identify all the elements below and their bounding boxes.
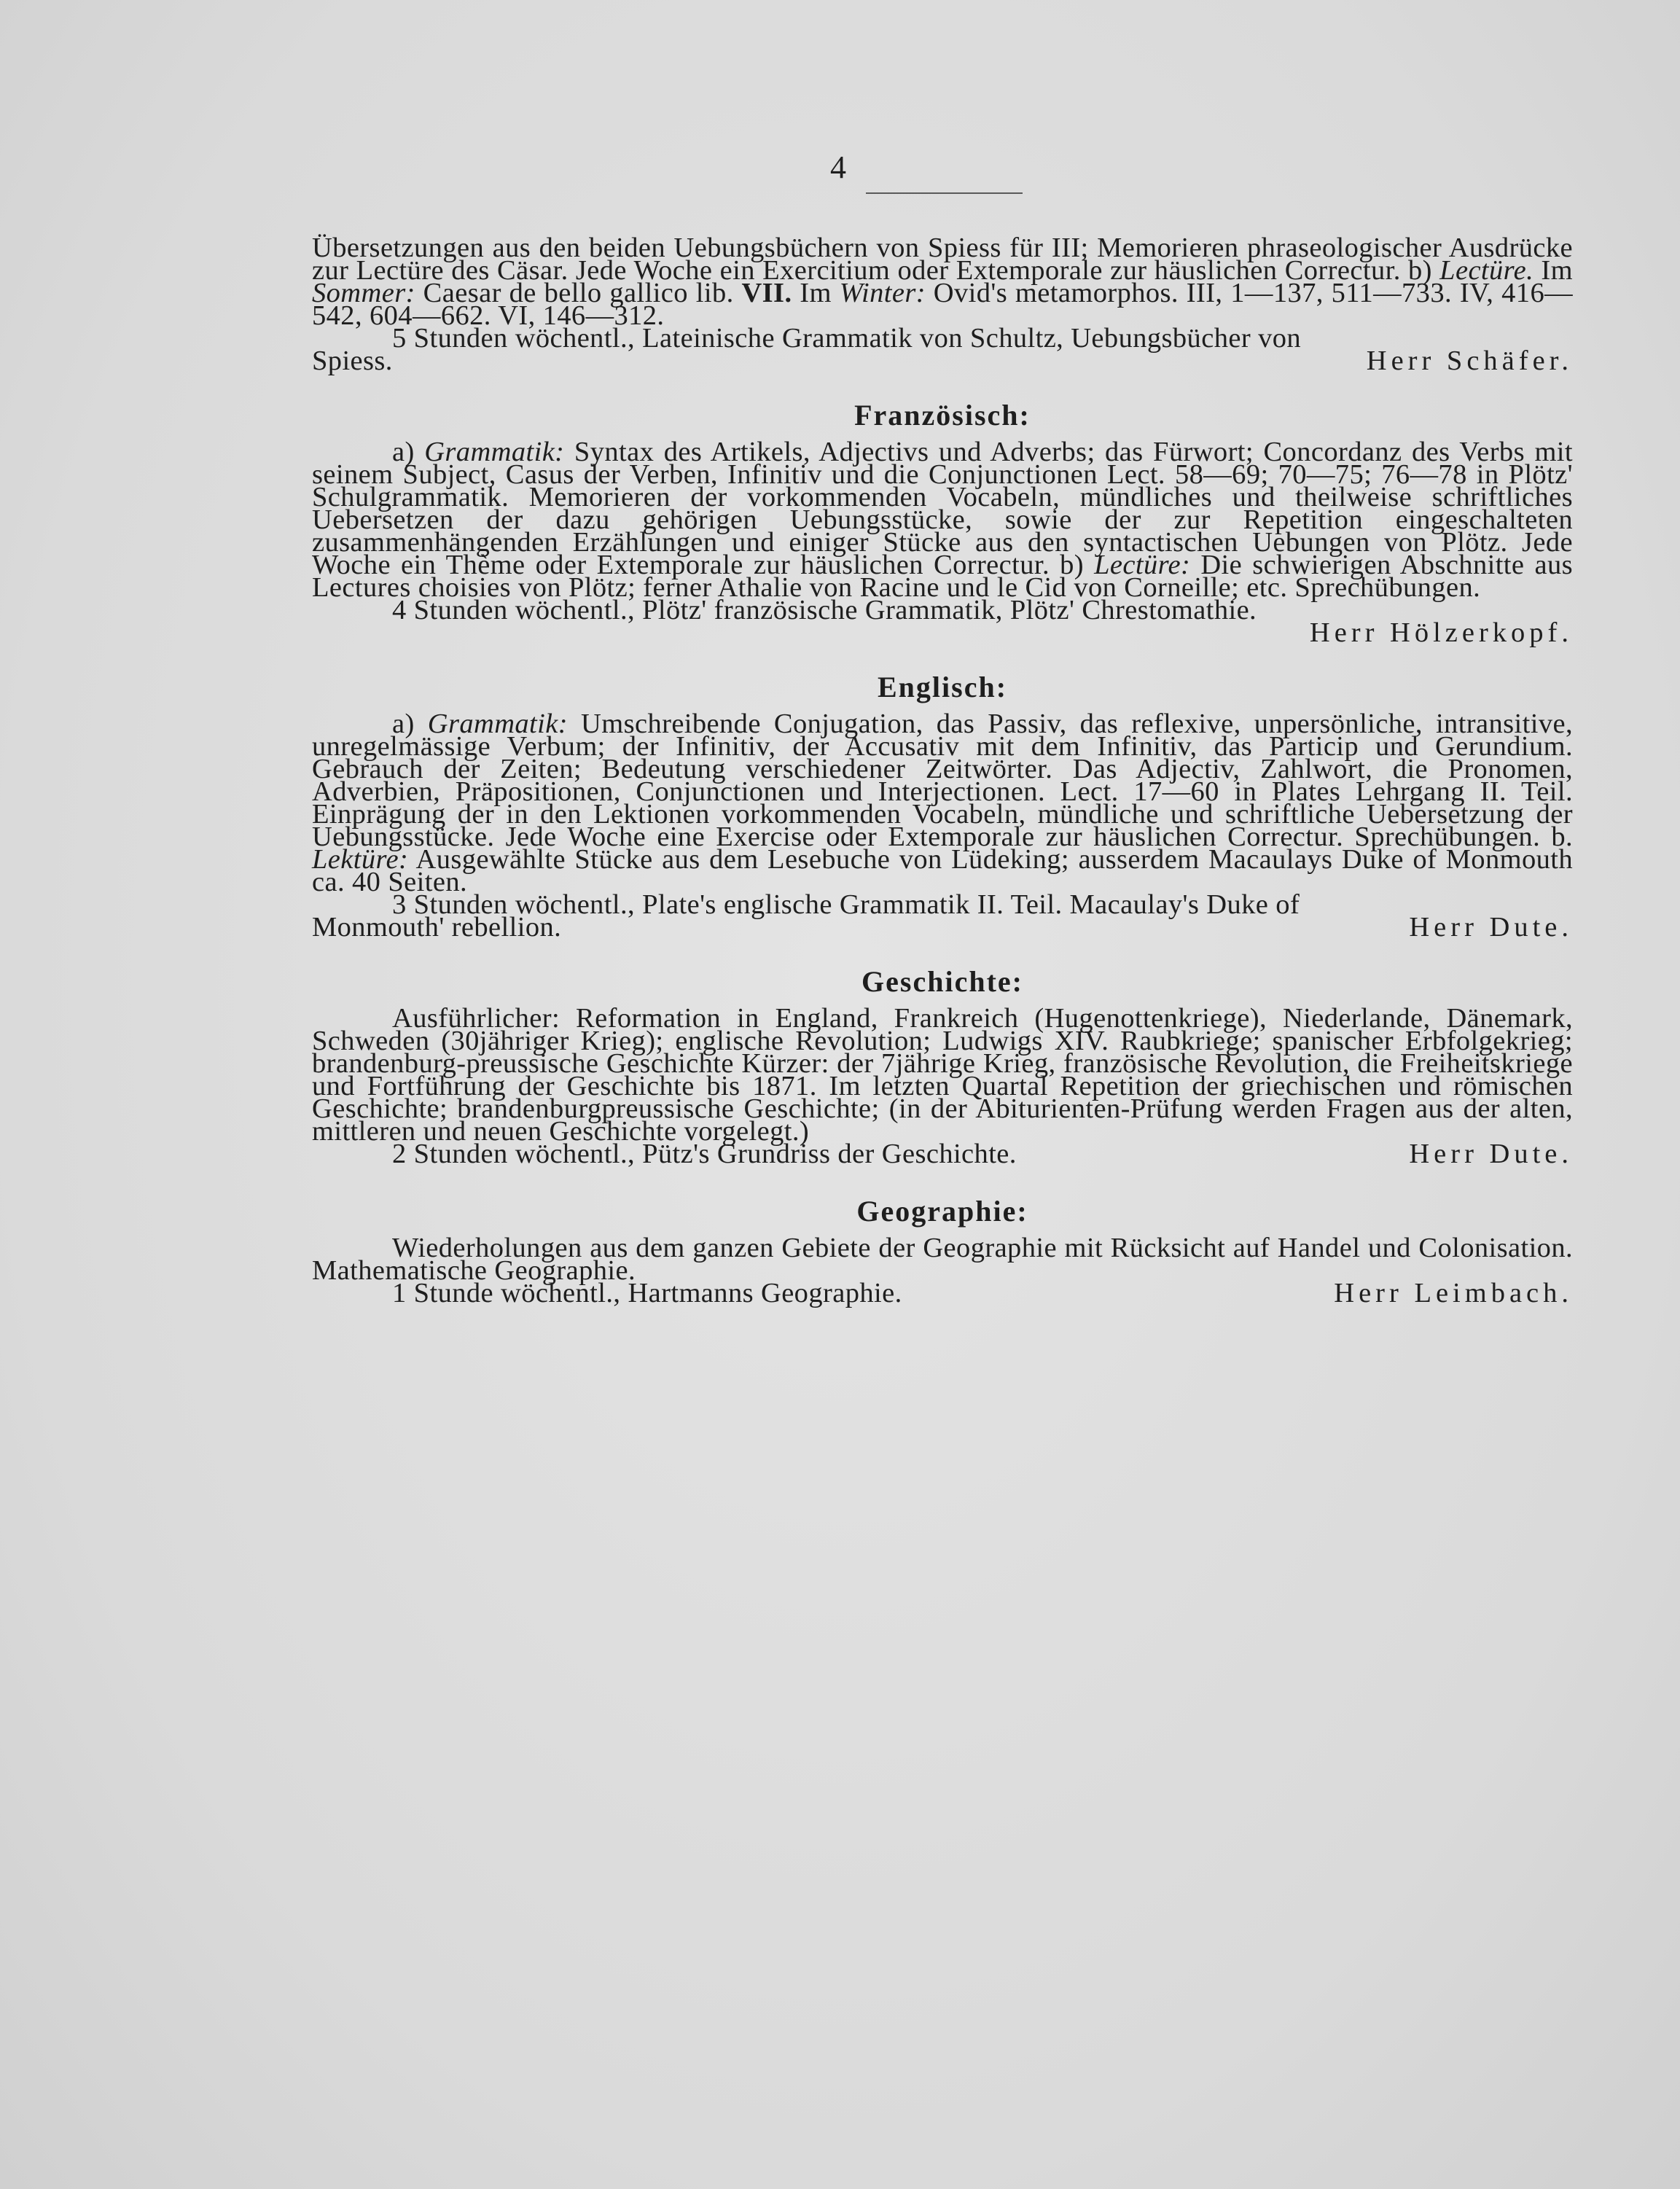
latin-text-3: Caesar de bello gallico lib.	[415, 278, 742, 308]
latin-sommer-label: Sommer:	[312, 278, 415, 308]
section-englisch	[312, 671, 1574, 943]
section-latin-continued	[312, 233, 1573, 376]
latin-text-1: Übersetzungen aus den beiden Uebungsbüchern von Spiess für III; Memorieren phraseologischer Ausdrücke zur Lectüre des Cäsar. Jede Woche ein Exercitium oder Extemporale zur häuslichen Correctur. b)	[312, 233, 1573, 286]
geographie-paragraph: Wiederholungen aus dem ganzen Gebiete der Geographie mit Rücksicht auf Handel und Colonisation. Mathematische Geographie.	[312, 1233, 1573, 1286]
latin-hours-cont: Spiess.	[312, 346, 393, 376]
geographie-hours-teacher-row	[312, 1278, 1573, 1308]
geschichte-hours: 2 Stunden wöchentl., Pütz's Grundriss der Geschichte.	[392, 1139, 1017, 1169]
latin-text-4: Im	[792, 278, 840, 308]
englisch-paragraph	[312, 709, 1574, 897]
englisch-hours-cont: Monmouth' rebellion.	[312, 912, 562, 943]
section-franzoesisch	[312, 399, 1573, 648]
geschichte-hours-teacher-row	[312, 1139, 1573, 1169]
heading-englisch: Englisch:	[877, 671, 1008, 703]
franz-grammatik-label: Grammatik:	[424, 437, 565, 467]
engl-a-prefix: a)	[392, 709, 428, 739]
page-number: 4	[830, 149, 846, 185]
geographie-hours: 1 Stunde wöchentl., Hartmanns Geographie.	[392, 1278, 902, 1308]
latin-vii-label: VII.	[741, 278, 792, 308]
englisch-hours: 3 Stunden wöchentl., Plate's englische Grammatik II. Teil. Macaulay's Duke of	[392, 889, 1300, 920]
franzoesisch-paragraph	[312, 437, 1573, 603]
latin-teacher: Herr Schäfer.	[1366, 346, 1573, 376]
latin-text-2: Im	[1534, 255, 1573, 286]
franz-text-b: Die schwierigen Abschnitte aus Lectures choisies von Plötz; ferner Athalie von Racine und le Cid von Corneille; etc. Sprechübungen.	[312, 550, 1573, 603]
text-column	[312, 233, 1574, 1308]
englisch-teacher: Herr Dute.	[1409, 912, 1573, 943]
engl-lektuere-label: Lektüre:	[312, 844, 409, 875]
latin-lectuere-label: Lectüre.	[1439, 255, 1534, 286]
page-number-rule	[866, 192, 1023, 194]
engl-text-b: Ausgewählte Stücke aus dem Lesebuche von Lüdeking; ausserdem Macaulays Duke of Monmouth ca. 40 Seiten.	[312, 844, 1573, 897]
latin-text-5: Ovid's metamorphos. III, 1—137, 511—733. IV, 416—542, 604—662. VI, 146—312.	[312, 278, 1573, 331]
engl-text-a: Umschreibende Conjugation, das Passiv, das reflexive, unpersönliche, intransitive, unregelmässige Verbum; der Infinitiv, der Accusativ mit dem Infinitiv, das Particip und Gerundium. Gebrauch der Zeiten; Bedeutung verschiedener Zeitwörter. Das Adjectiv, Zahlwort, die Pronomen, Adverbien, Präpositionen, Conjunctionen und Interjectionen. Lect. 17—60 in Plates Lehrgang II. Teil. Einprägung der in den Lektionen vorkommenden Vocabeln, mündliche und schriftliche Uebersetzung der Uebungsstücke. Jede Woche eine Exercise oder Extemporale zur häuslichen Correctur. Sprechübungen. b.	[312, 709, 1574, 852]
franzoesisch-teacher: Herr Hölzerkopf.	[1309, 617, 1573, 648]
franz-a-prefix: a)	[392, 437, 425, 467]
geschichte-paragraph: Ausführlicher: Reformation in England, Frankreich (Hugenottenkriege), Niederlande, Dänemark, Schweden (30jähriger Krieg); englische Revolution; Ludwigs XIV. Raubkriege; spanischer Erbfolgekrieg; brandenburg-preussische Geschichte Kürzer: der 7jährige Krieg, französische Revolution, die Freiheitskriege und Fortführung der Geschichte bis 1871. Im letzten Quartal Repetition der griechischen und römischen Geschichte; brandenburgpreussische Geschichte; (in der Abiturienten-Prüfung werden Fragen aus der alten, mittleren und neuen Geschichte vorgelegt.)	[312, 1003, 1573, 1147]
geographie-teacher: Herr Leimbach.	[1334, 1278, 1573, 1308]
latin-paragraph	[312, 233, 1573, 331]
heading-franzoesisch: Französisch:	[854, 399, 1031, 432]
engl-grammatik-label: Grammatik:	[427, 709, 568, 739]
geschichte-teacher: Herr Dute.	[1409, 1139, 1573, 1169]
latin-hours: 5 Stunden wöchentl., Lateinische Grammatik von Schultz, Uebungsbücher von	[392, 323, 1302, 354]
latin-winter-label: Winter:	[839, 278, 926, 308]
section-geschichte	[312, 965, 1573, 1169]
section-geographie	[312, 1195, 1573, 1308]
franzoesisch-hours: 4 Stunden wöchentl., Plötz' französische Grammatik, Plötz' Chrestomathie.	[392, 595, 1257, 625]
heading-geographie: Geographie:	[856, 1195, 1028, 1228]
heading-geschichte: Geschichte:	[862, 965, 1023, 998]
franz-lectuere-label: Lectüre:	[1094, 550, 1191, 580]
franz-text-a: Syntax des Artikels, Adjectivs und Adverbs; das Fürwort; Concordanz des Verbs mit seinem Subject, Casus der Verben, Infinitiv und die Conjunctionen Lect. 58—69; 70—75; 76—78 in Plötz' Schulgrammatik. Memorieren der vorkommenden Vocabeln, mündliches und theilweise schriftliches Uebersetzen der dazu gehörigen Uebungsstücke, sowie der zur Repetition eingeschalteten zusammenhängenden Erzählungen und einiger Stücke aus den syntactischen Uebungen von Plötz. Jede Woche ein Thème oder Extemporale zur häuslichen Correctur. b)	[312, 437, 1573, 580]
